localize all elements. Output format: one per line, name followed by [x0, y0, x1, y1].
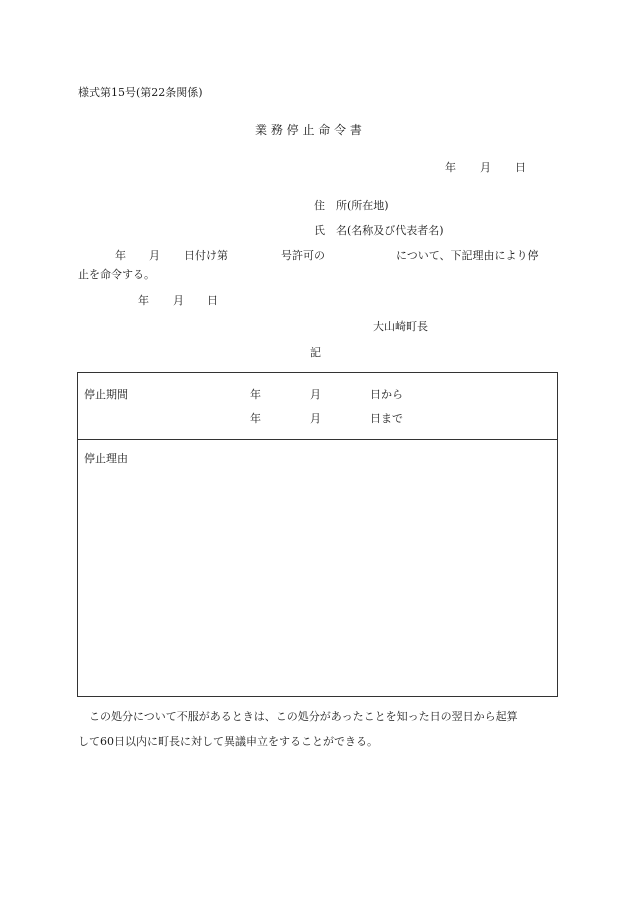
notice-line2: して60日以内に町長に対して異議申立をすることができる。 [78, 735, 378, 748]
suspension-table [77, 372, 558, 697]
document-title: 業 務 停 止 命 令 書 [255, 123, 362, 137]
order-year: 年 [138, 294, 149, 307]
body-permit-number: 号許可の [281, 249, 325, 262]
from-month: 月 [310, 388, 321, 401]
body-date-permit: 日付け第 [184, 249, 228, 262]
from-year: 年 [250, 388, 261, 401]
name-label: 氏 名(名称及び代表者名) [314, 224, 444, 237]
date-year: 年 [445, 161, 456, 174]
ki-heading: 記 [310, 346, 321, 359]
to-month: 月 [310, 412, 321, 425]
table-divider [78, 439, 557, 440]
body-line2: 止を命令する。 [78, 268, 155, 281]
order-day: 日 [207, 294, 218, 307]
order-month: 月 [173, 294, 184, 307]
reason-label: 停止理由 [84, 452, 128, 465]
from-day: 日から [370, 388, 403, 401]
to-year: 年 [250, 412, 261, 425]
address-label: 住 所(所在地) [314, 199, 389, 212]
period-label: 停止期間 [84, 388, 128, 401]
date-month: 月 [480, 161, 491, 174]
body-reason-text: について、下記理由により停 [396, 249, 539, 262]
body-year: 年 [115, 249, 126, 262]
issuer: 大山崎町長 [373, 320, 428, 333]
notice-line1: この処分について不服があるときは、この処分があったことを知った日の翌日から起算 [89, 710, 518, 723]
to-day: 日まで [370, 412, 403, 425]
form-number: 様式第15号(第22条関係) [78, 86, 203, 99]
date-day: 日 [515, 161, 526, 174]
body-month: 月 [149, 249, 160, 262]
